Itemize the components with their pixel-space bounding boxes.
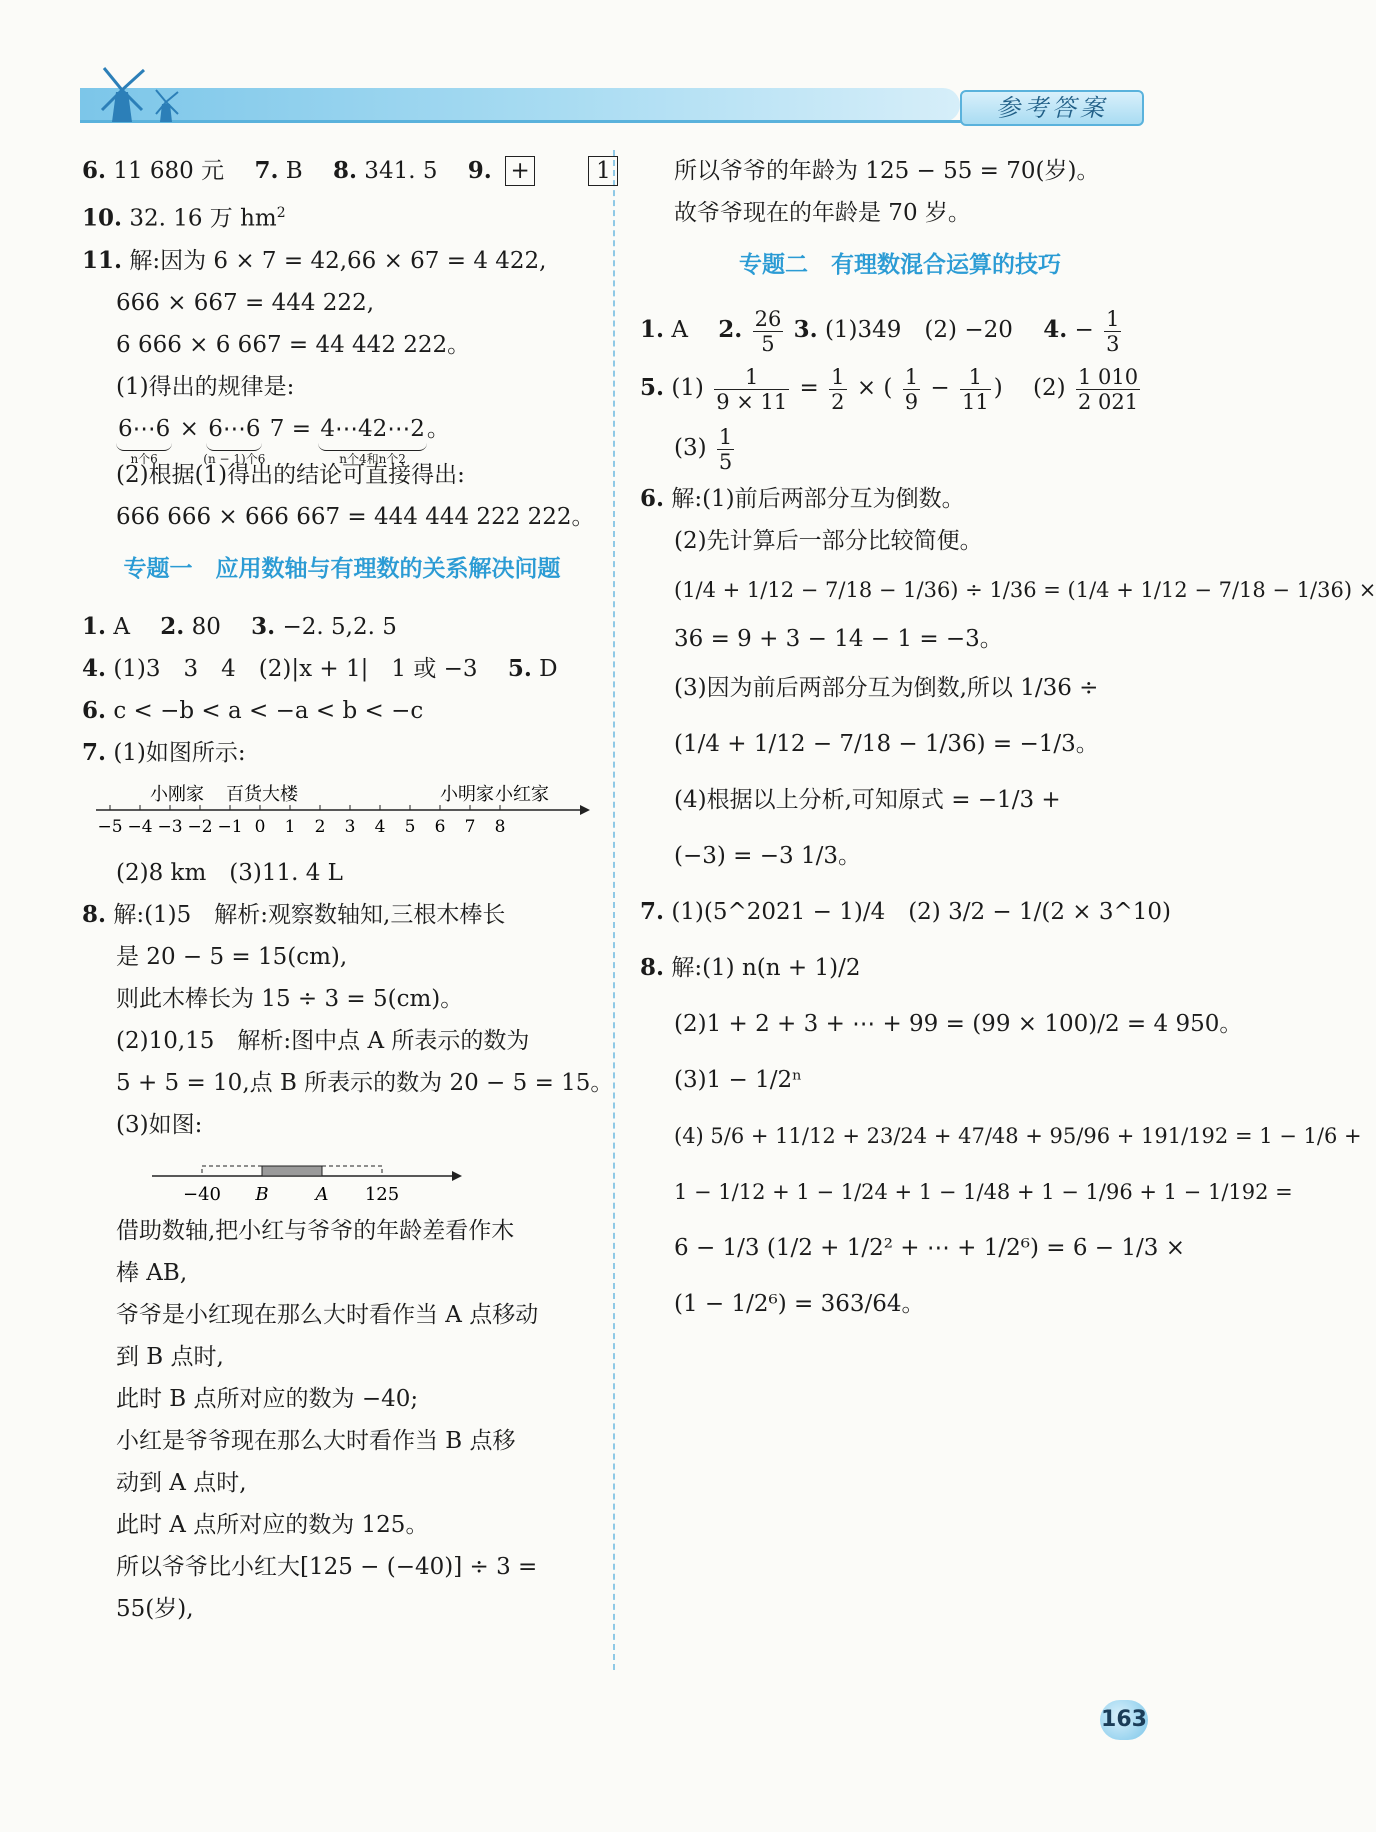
answer-line: (2)10,15 解析:图中点 A 所表示的数为 (116, 1027, 530, 1054)
answer-line: 小红是爷爷现在那么大时看作当 B 点移 (116, 1427, 516, 1454)
answer-line: (2)根据(1)得出的结论可直接得出: (116, 461, 465, 488)
number-line-tick-label: 8 (494, 816, 506, 837)
number-line-tick-label: −4 (127, 816, 153, 837)
answer-line: 7. (1)(5^2021 − 1)/4 (2) 3/2 − 1/(2 × 3^10) (640, 898, 1172, 925)
fraction: $\frac{1}{3}$ (1106, 306, 1120, 356)
answer-line: (3) $\frac{1}{5}$ (674, 424, 733, 474)
fraction: $\frac{1}{5}$ (718, 424, 733, 474)
answer-line: 10. 32. 16 万 $hm^2$ (82, 204, 286, 232)
answer-line: 5. (1) $\frac{1}{9 \times 11}$ = $\frac{1}{2}$ × ( $\frac{1}{9}$ − $\frac{1}{11}$ ) (2) $\frac{1 010}{2 021}$ (640, 364, 1139, 414)
answer-line: (2)先计算后一部分比较简便。 (674, 528, 983, 554)
number-line-tick-label: −5 (97, 816, 123, 837)
label-department-store: 百货大楼 (226, 783, 298, 805)
math-line: (4) 5/6 + 11/12 + 23/24 + 47/48 + 95/96 + 191/192 = 1 − 1/6 + (674, 1124, 1362, 1148)
number-line-figure (82, 780, 602, 850)
answer-line: 到 B 点时, (116, 1343, 224, 1370)
label-xiaogang-home: 小刚家 (150, 783, 204, 805)
svg-text:125: 125 (364, 1183, 400, 1205)
number-line-tick-label: −1 (217, 816, 243, 837)
svg-text:B: B (255, 1183, 269, 1205)
math-line: (3)1 − 1/2ⁿ (674, 1067, 803, 1093)
answer-box: 1 (588, 156, 618, 186)
number-line-tick-label: −2 (187, 816, 213, 837)
fraction: $\frac{1}{11}$ (962, 364, 989, 414)
left-column (82, 150, 614, 1630)
answer-line: 所以爷爷的年龄为 125 − 55 = 70(岁)。 (674, 158, 1100, 184)
underbrace: 6⋯6 (n − 1)个6 (206, 408, 262, 451)
fraction: $\frac{1}{9 \times 11}$ (716, 364, 788, 414)
number-line-tick-label: 4 (374, 816, 386, 837)
answer-box: + (505, 156, 535, 186)
answer-line: 所以爷爷比小红大[125 − (−40)] ÷ 3 = (116, 1553, 538, 1580)
answer-line: 8. 解:(1) n(n + 1)/2 (640, 954, 861, 981)
math-line: 36 = 9 + 3 − 14 − 1 = −3。 (674, 626, 1003, 652)
answer-line: (1)得出的规律是: (116, 373, 295, 400)
answer-line: 1. A 2. $\frac{26}{5}$ 3. (1)349 (2) −20 4. − $\frac{1}{3}$ (640, 306, 1120, 356)
math-line: (1/4 + 1/12 − 7/18 − 1/36) ÷ 1/36 = (1/4 + 1/12 − 7/18 − 1/36) × (674, 578, 1376, 602)
windmill-icon (92, 62, 202, 124)
svg-text:−40: −40 (183, 1183, 221, 1205)
number-line-tick-label: −3 (157, 816, 183, 837)
fraction: $\frac{1 010}{2 021}$ (1077, 364, 1139, 414)
underbrace: 6⋯6 n个6 (116, 408, 172, 451)
answer-line: 11. 解:因为 6 × 7 = 42,66 × 67 = 4 422, (82, 246, 547, 274)
number-line-tick-label: 3 (344, 816, 356, 837)
answer-line: 爷爷是小红现在那么大时看作当 A 点移动 (116, 1301, 539, 1328)
pattern-formula: 6⋯6 n个6 × 6⋯6 (n − 1)个6 7 = 4⋯42⋯2 n个4和n个2 。 (82, 408, 602, 454)
underbrace: 4⋯42⋯2 n个4和n个2 (318, 408, 427, 451)
answer-line: 6 666 × 6 667 = 44 442 222。 (116, 331, 471, 358)
answer-line: 6. 11 680 元 7. B 8. 341. 5 9. + 1 (82, 150, 602, 192)
math-line: 1 − 1/12 + 1 − 1/24 + 1 − 1/48 + 1 − 1/96 + 1 − 1/192 = (674, 1180, 1293, 1204)
fraction: $\frac{26}{5}$ (754, 306, 782, 356)
number-line-tick-label: 0 (254, 816, 266, 837)
math-line: 6 − 1/3 (1/2 + 1/2² + ⋯ + 1/2⁶) = 6 − 1/3 × (674, 1235, 1185, 1261)
fraction: $\frac{1}{9}$ (904, 364, 919, 414)
answer-line: 55(岁), (116, 1595, 194, 1622)
answer-key-tag: 参考答案 (960, 90, 1144, 126)
answer-line: 6. c < −b < a < −a < b < −c (82, 696, 424, 724)
answer-line: 5 + 5 = 10,点 B 所表示的数为 20 − 5 = 15。 (116, 1069, 614, 1096)
stick-number-line-figure (152, 1152, 672, 1208)
answer-line: 7. (1)如图所示: (82, 738, 246, 766)
math-line: (−3) = −3 1/3。 (674, 843, 861, 869)
section-title-topic-1: 专题一 应用数轴与有理数的关系解决问题 (123, 555, 561, 582)
answer-line: 故爷爷现在的年龄是 70 岁。 (674, 200, 971, 226)
page-number: 163 (1100, 1700, 1148, 1740)
math-line: (1/4 + 1/12 − 7/18 − 1/36) = −1/3。 (674, 731, 1099, 757)
number-line-tick-label: 5 (404, 816, 416, 837)
answer-line: 6. 解:(1)前后两部分互为倒数。 (640, 485, 965, 512)
number-line-tick-label: 2 (314, 816, 326, 837)
svg-text:A: A (315, 1183, 329, 1205)
label-xiaoming-home: 小明家 (440, 783, 494, 805)
fraction: $\frac{1}{2}$ (831, 364, 845, 414)
math-line: (3)因为前后两部分互为倒数,所以 1/36 ÷ (674, 675, 1099, 701)
math-line: (2)1 + 2 + 3 + ⋯ + 99 = (99 × 100)/2 = 4 950。 (674, 1011, 1243, 1037)
answer-line: 1. A 2. 80 3. −2. 5,2. 5 (82, 612, 397, 640)
answer-line: 则此木棒长为 15 ÷ 3 = 5(cm)。 (116, 985, 464, 1012)
answer-line: 4. (1)3 3 4 (2)|x + 1| 1 或 −3 5. D (82, 654, 558, 682)
math-line: (1 − 1/2⁶) = 363/64。 (674, 1291, 925, 1317)
label-xiaohong-home: 小红家 (495, 783, 549, 805)
answer-line: 是 20 − 5 = 15(cm), (116, 943, 348, 970)
number-line-tick-label: 6 (434, 816, 446, 837)
section-title-topic-2: 专题二 有理数混合运算的技巧 (739, 252, 1061, 278)
header-band (80, 88, 960, 122)
answer-line: 666 × 667 = 444 222, (116, 289, 375, 316)
answer-line: 666 666 × 666 667 = 444 444 222 222。 (116, 503, 595, 530)
answer-line: 8. 解:(1)5 解析:观察数轴知,三根木棒长 (82, 900, 506, 928)
answer-line: 借助数轴,把小红与爷爷的年龄差看作木 (116, 1217, 515, 1244)
answer-line: 此时 A 点所对应的数为 125。 (116, 1511, 429, 1538)
number-line-tick-label: 1 (284, 816, 296, 837)
answer-line: (3)如图: (116, 1111, 203, 1138)
answer-line: (2)8 km (3)11. 4 L (116, 859, 343, 886)
answer-line: 动到 A 点时, (116, 1469, 247, 1496)
column-divider (613, 150, 615, 1670)
math-line: (4)根据以上分析,可知原式 = −1/3 + (674, 787, 1061, 813)
right-column (640, 150, 1376, 1332)
answer-line: 此时 B 点所对应的数为 −40; (116, 1385, 419, 1412)
number-line-tick-label: 7 (464, 816, 476, 837)
answer-line: 棒 AB, (116, 1259, 188, 1286)
